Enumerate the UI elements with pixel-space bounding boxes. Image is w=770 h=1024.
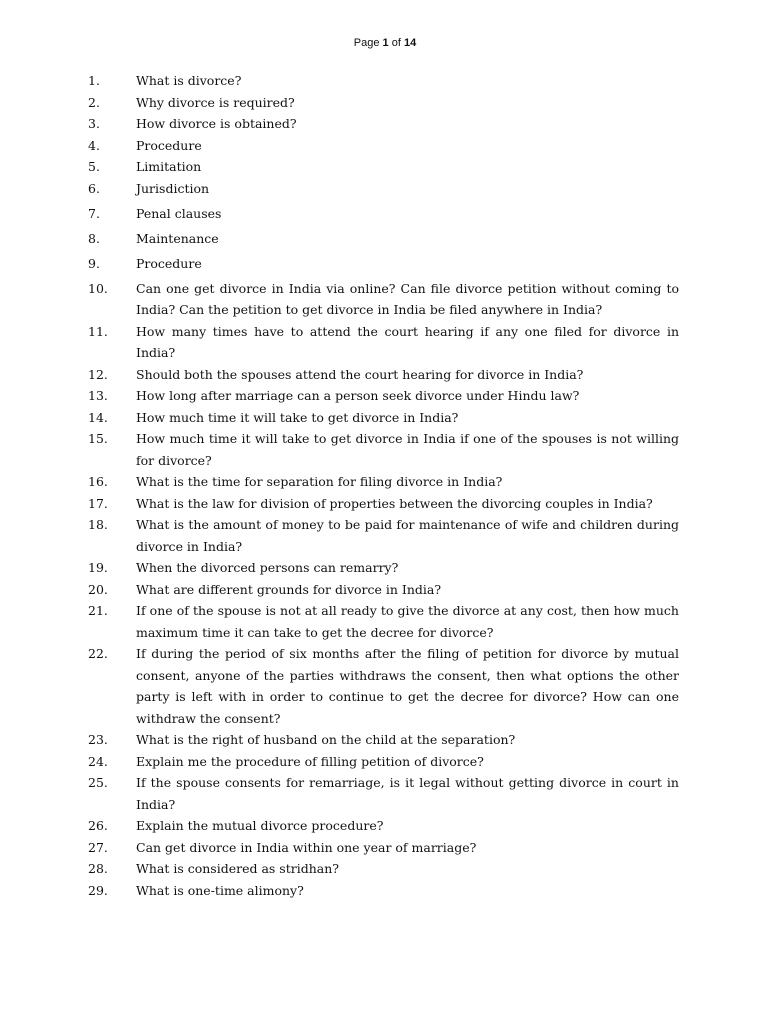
item-number: 25. bbox=[88, 775, 108, 790]
list-item bbox=[0, 880, 770, 902]
page-label: Page bbox=[353, 37, 383, 49]
item-text: What is the amount of money to be paid for maintenance of wife and children during divorce in India? bbox=[136, 517, 679, 554]
item-number: 21. bbox=[88, 603, 108, 618]
item-number: 3. bbox=[88, 116, 100, 131]
item-text: Can get divorce in India within one year of marriage? bbox=[136, 839, 477, 855]
list-item bbox=[0, 253, 770, 275]
item-text: What are different grounds for divorce in India? bbox=[136, 581, 442, 597]
item-number: 18. bbox=[88, 517, 108, 532]
item-number: 13. bbox=[88, 388, 108, 403]
item-number: 14. bbox=[88, 409, 108, 425]
list-item bbox=[0, 837, 770, 859]
item-text: If the spouse consents for remarriage, is it legal without getting divorce in court in India? bbox=[136, 775, 679, 812]
item-number: 15. bbox=[88, 431, 108, 446]
list-item bbox=[0, 228, 770, 250]
item-text: What is one-time alimony? bbox=[136, 882, 304, 898]
list-item bbox=[0, 385, 770, 407]
item-number: 20. bbox=[88, 581, 108, 597]
item-text: If one of the spouse is not at all ready to give the divorce at any cost, then how much maximum time it can take to get the decree for divorce? bbox=[136, 603, 679, 640]
item-text: How long after marriage can a person seek divorce under Hindu law? bbox=[136, 388, 580, 403]
list-item bbox=[0, 493, 770, 515]
list-item bbox=[0, 113, 770, 135]
item-text: Why divorce is required? bbox=[136, 94, 295, 110]
list-item bbox=[0, 471, 770, 493]
item-number: 16. bbox=[88, 474, 108, 489]
item-text: Penal clauses bbox=[136, 205, 222, 221]
list-item bbox=[0, 729, 770, 751]
item-text: What is divorce? bbox=[136, 73, 242, 88]
list-item bbox=[0, 92, 770, 114]
item-number: 27. bbox=[88, 839, 108, 855]
list-item bbox=[0, 278, 770, 321]
list-item bbox=[0, 643, 770, 729]
list-item bbox=[0, 407, 770, 429]
item-text: Procedure bbox=[136, 137, 202, 153]
item-text: How many times have to attend the court hearing if any one filed for divorce in India? bbox=[136, 323, 679, 360]
item-text: Maintenance bbox=[136, 230, 219, 246]
list-item bbox=[0, 428, 770, 471]
list-item bbox=[0, 135, 770, 157]
item-number: 8. bbox=[88, 230, 100, 246]
item-text: Explain the mutual divorce procedure? bbox=[136, 818, 384, 833]
item-number: 5. bbox=[88, 159, 100, 174]
list-item bbox=[0, 514, 770, 557]
item-number: 6. bbox=[88, 180, 100, 196]
item-number: 29. bbox=[88, 882, 108, 898]
item-text: What is the time for separation for filing divorce in India? bbox=[136, 474, 503, 489]
item-text: How much time it will take to get divorce in India if one of the spouses is not willing for divorce? bbox=[136, 431, 679, 468]
item-text: How divorce is obtained? bbox=[136, 116, 297, 131]
item-number: 23. bbox=[88, 732, 108, 747]
list-item bbox=[0, 751, 770, 773]
current-page-number: 1 bbox=[382, 37, 389, 49]
item-text: When the divorced persons can remarry? bbox=[136, 560, 399, 575]
item-text: Limitation bbox=[136, 159, 202, 174]
item-number: 19. bbox=[88, 560, 108, 575]
list-item bbox=[0, 203, 770, 225]
item-number: 7. bbox=[88, 205, 100, 221]
list-item bbox=[0, 321, 770, 364]
item-text: Jurisdiction bbox=[136, 180, 210, 196]
list-item bbox=[0, 600, 770, 643]
item-number: 26. bbox=[88, 818, 108, 833]
list-item bbox=[0, 156, 770, 178]
item-number: 9. bbox=[88, 255, 100, 271]
item-text: If during the period of six months after the filing of petition for divorce by mutual consent, anyone of the parties withdraws the consent, then what options the other party is left with in order to continue to get the decree for divorce? How can one withdraw the consent? bbox=[136, 646, 679, 726]
item-number: 22. bbox=[88, 646, 108, 661]
item-number: 28. bbox=[88, 861, 108, 876]
list-item bbox=[0, 772, 770, 815]
list-item bbox=[0, 178, 770, 200]
item-text: Procedure bbox=[136, 255, 202, 271]
list-item bbox=[0, 557, 770, 579]
item-number: 17. bbox=[88, 495, 108, 511]
page-of-label: of bbox=[388, 37, 404, 49]
list-item bbox=[0, 858, 770, 880]
item-text: What is the right of husband on the child at the separation? bbox=[136, 732, 516, 747]
item-text: What is considered as stridhan? bbox=[136, 861, 339, 876]
item-text: What is the law for division of properties between the divorcing couples in India? bbox=[136, 495, 653, 511]
page-header bbox=[0, 36, 770, 50]
item-number: 12. bbox=[88, 366, 108, 382]
list-item bbox=[0, 70, 770, 92]
item-number: 24. bbox=[88, 753, 108, 769]
list-item bbox=[0, 364, 770, 386]
item-text: Can one get divorce in India via online? Can file divorce petition without coming to India? Can the petition to get divorce in India be filed anywhere in India? bbox=[136, 280, 679, 317]
item-text: Explain me the procedure of filling petition of divorce? bbox=[136, 753, 484, 769]
item-number: 11. bbox=[88, 323, 108, 339]
total-pages-number: 14 bbox=[403, 37, 417, 49]
item-number: 2. bbox=[88, 94, 100, 110]
item-text: How much time it will take to get divorce in India? bbox=[136, 409, 459, 425]
item-number: 1. bbox=[88, 73, 100, 88]
question-list bbox=[0, 70, 770, 901]
item-number: 10. bbox=[88, 280, 108, 296]
list-item bbox=[0, 579, 770, 601]
item-number: 4. bbox=[88, 137, 100, 153]
list-item bbox=[0, 815, 770, 837]
item-text: Should both the spouses attend the court hearing for divorce in India? bbox=[136, 366, 584, 382]
